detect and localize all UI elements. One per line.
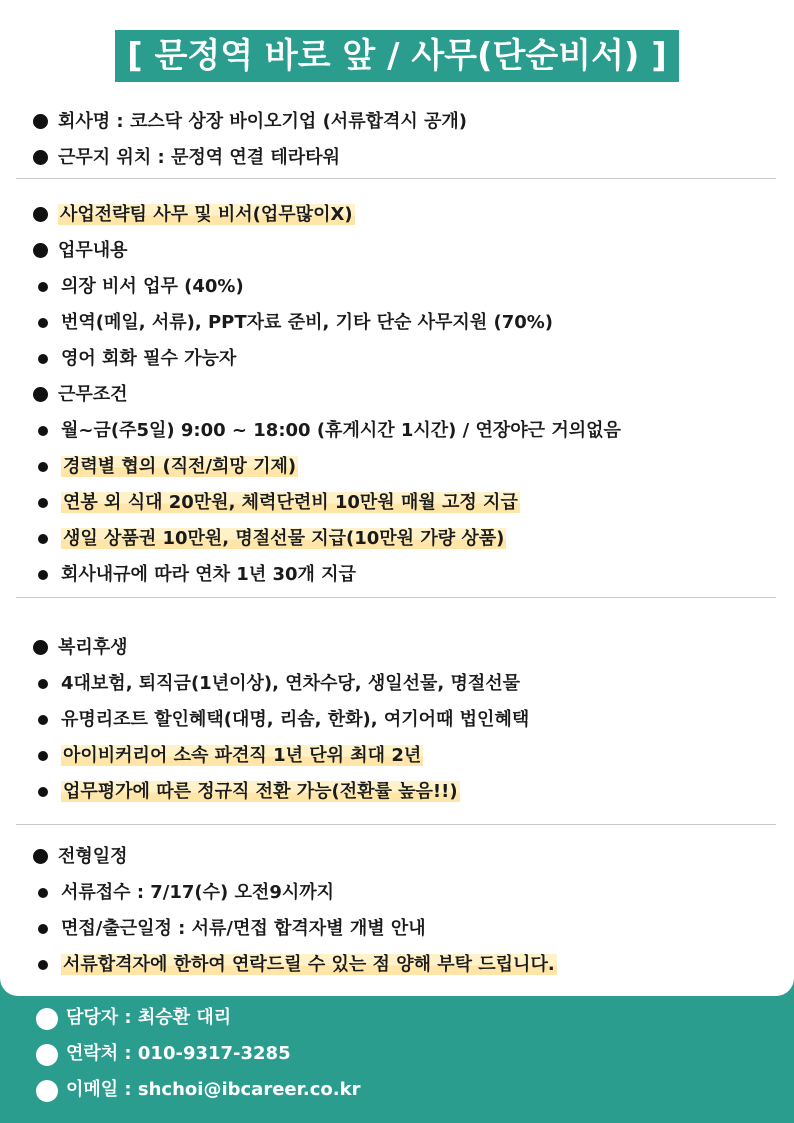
small-bullet-icon [38,318,48,328]
small-bullet-icon [38,426,48,436]
bullet-icon [36,1080,58,1102]
team-row [0,197,794,233]
benefit-text: 유명리조트 할인혜택(대명, 리솜, 한화), 여기어때 법인혜택 [61,709,530,730]
bullet-icon [33,207,48,222]
small-bullet-icon [38,282,48,292]
condition-item [0,485,794,521]
benefit-text: 아이비커리어 소속 파견직 1년 단위 최대 2년 [63,745,422,766]
small-bullet-icon [38,715,48,725]
condition-item [0,449,794,485]
schedule-heading: 전형일정 [58,846,128,867]
benefit-text: 업무평가에 따른 정규직 전환 가능(전환률 높음!!) [63,781,458,802]
work-location-row [0,140,794,176]
duty-text: 영어 회화 필수 가능자 [61,348,237,369]
company-name-row [0,104,794,140]
conditions-heading-row [0,377,794,413]
email-row [0,1072,794,1108]
email-text[interactable]: 이메일 : shchoi@ibcareer.co.kr [66,1079,361,1100]
schedule-text: 면접/출근일정 : 서류/면접 합격자별 개별 안내 [61,918,426,939]
posting-title: [ 문정역 바로 앞 / 사무(단순비서) ] [115,30,679,82]
benefit-item [0,738,794,774]
bullet-icon [36,1008,58,1030]
duties-heading-row [0,233,794,269]
posting-body [0,104,794,983]
small-bullet-icon [38,354,48,364]
duty-item [0,269,794,305]
condition-text: 연봉 외 식대 20만원, 체력단련비 10만원 매월 고정 지급 [63,492,518,513]
manager-row [0,1000,794,1036]
contact-footer [0,1000,794,1108]
bullet-icon [33,243,48,258]
small-bullet-icon [38,751,48,761]
condition-item [0,557,794,593]
duty-item [0,305,794,341]
small-bullet-icon [38,534,48,544]
duty-text: 의장 비서 업무 (40%) [61,276,244,297]
small-bullet-icon [38,462,48,472]
schedule-text: 서류접수 : 7/17(수) 오전9시까지 [61,882,335,903]
small-bullet-icon [38,679,48,689]
duty-item [0,341,794,377]
bullet-icon [36,1044,58,1066]
bullet-icon [33,640,48,655]
schedule-item [0,947,794,983]
bullet-icon [33,114,48,129]
benefits-heading-row [0,630,794,666]
duty-text: 번역(메일, 서류), PPT자료 준비, 기타 단순 사무지원 (70%) [61,312,554,333]
company-name: 회사명 : 코스닥 상장 바이오기업 (서류합격시 공개) [58,111,468,132]
benefit-item [0,666,794,702]
bullet-icon [33,849,48,864]
small-bullet-icon [38,960,48,970]
schedule-text: 서류합격자에 한하여 연락드릴 수 있는 점 양해 부탁 드립니다. [63,954,555,975]
manager-text: 담당자 : 최승환 대리 [66,1007,232,1028]
condition-item [0,413,794,449]
benefit-item [0,702,794,738]
phone-row [0,1036,794,1072]
duties-heading: 업무내용 [58,240,128,261]
bullet-icon [33,150,48,165]
work-location: 근무지 위치 : 문정역 연결 테라타워 [58,147,340,168]
small-bullet-icon [38,888,48,898]
conditions-heading: 근무조건 [58,384,128,405]
benefit-item [0,774,794,810]
condition-text: 생일 상품권 10만원, 명절선물 지급(10만원 가량 상품) [63,528,505,549]
small-bullet-icon [38,498,48,508]
small-bullet-icon [38,924,48,934]
benefit-text: 4대보험, 퇴직금(1년이상), 연차수당, 생일선물, 명절선물 [61,673,521,694]
condition-text: 월~금(주5일) 9:00 ~ 18:00 (휴게시간 1시간) / 연장야근 거의없음 [61,420,621,441]
condition-text: 경력별 협의 (직전/희망 기제) [63,456,297,477]
small-bullet-icon [38,570,48,580]
phone-text: 연락처 : 010-9317-3285 [66,1043,291,1064]
team-description: 사업전략팀 사무 및 비서(업무많이X) [60,204,353,225]
condition-text: 회사내규에 따라 연차 1년 30개 지급 [61,564,356,585]
condition-item [0,521,794,557]
bullet-icon [33,387,48,402]
schedule-heading-row [0,839,794,875]
schedule-item [0,875,794,911]
benefits-heading: 복리후생 [58,637,128,658]
schedule-item [0,911,794,947]
small-bullet-icon [38,787,48,797]
